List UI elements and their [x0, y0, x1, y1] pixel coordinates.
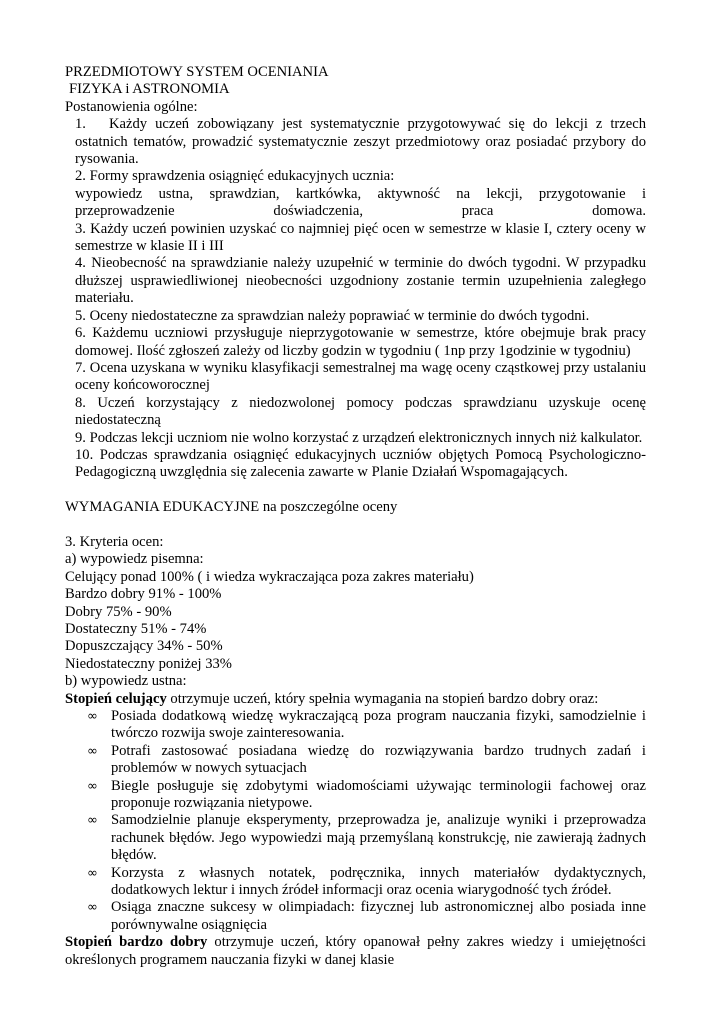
provision-2: 2. Formy sprawdzenia osiągnięć edukacyjnych ucznia:	[75, 168, 395, 185]
grade-dostateczny: Dostateczny 51% - 74%	[65, 620, 207, 637]
provision-5: 5. Oceny niedostateczne za sprawdzian należy poprawiać w terminie do dwóch tygodni.	[75, 307, 590, 324]
provision-1	[65, 116, 646, 168]
provision-8: 8. Uczeń korzystający z niedozwolonej pomocy podczas sprawdzianu uzyskuje ocenę niedostateczną	[75, 394, 646, 429]
bardzo-dobry-text: otrzymuje uczeń, który opanował pełny zakres wiedzy i umiejętności określonych programem nauczania fizyki w danej klasie	[65, 934, 646, 968]
provision-4: 4. Nieobecność na sprawdzianie należy uzupełnić w terminie do dwóch tygodni. W przypadku dłuższej usprawiedliwionej nieobecności uzgodniony zostanie termin uzupełnienia zaległego materiału.	[75, 255, 646, 307]
infinity-bullet-icon: ∞	[87, 709, 98, 724]
list-item: ∞ Korzysta z własnych notatek, podręcznika, innych materiałów dydaktycznych, dodatkowych lektur i innych źródeł informacji oraz ocenia wiarygodność tych źródeł.	[87, 864, 646, 899]
list-item: ∞ Potrafi zastosować posiadana wiedzę do rozwiązywania bardzo trudnych zadań i problemów w nowych sytuacjach	[87, 742, 646, 777]
provision-3: 3. Każdy uczeń powinien uzyskać co najmniej pięć ocen w semestrze w klasie I, cztery oceny w semestrze w klasie II i III	[75, 220, 646, 255]
celujacy-intro	[65, 691, 646, 708]
provision-7: 7. Ocena uzyskana w wyniku klasyfikacji semestralnej ma wagę oceny cząstkowej przy ustalaniu oceny końcoworocznej	[75, 359, 646, 394]
list-item: ∞ Biegle posługuje się zdobytymi wiadomościami używając terminologii fachowej oraz proponuje rozwiązania nietypowe.	[87, 777, 646, 812]
infinity-bullet-icon: ∞	[87, 865, 98, 881]
bardzo-dobry-label: Stopień bardzo dobry	[65, 934, 208, 951]
grade-dobry: Dobry 75% - 90%	[65, 603, 172, 620]
oral-heading: b) wypowiedz ustna:	[65, 673, 187, 690]
celujacy-criteria-list	[65, 708, 646, 934]
grade-dopuszczajacy: Dopuszczający 34% - 50%	[65, 638, 223, 655]
bardzo-dobry-intro	[65, 934, 646, 969]
infinity-bullet-icon: ∞	[87, 813, 98, 829]
written-heading: a) wypowiedz pisemna:	[65, 551, 204, 568]
provision-1-text: Każdy uczeń zobowiązany jest systematycznie przygotowywać się do lekcji z trzech ostatnich tematów, prowadzić systematycznie zeszyt przedmiotowy oraz posiadać przybory do rysowania.	[75, 116, 646, 168]
requirements-heading: WYMAGANIA EDUKACYJNE na poszczególne oceny	[65, 499, 398, 516]
list-item: ∞ Posiada dodatkową wiedzę wykraczającą poza program nauczania fizyki, samodzielnie i twórczo rozwija swoje zainteresowania.	[87, 708, 646, 742]
grade-bardzo-dobry: Bardzo dobry 91% - 100%	[65, 586, 222, 603]
infinity-bullet-icon: ∞	[87, 778, 98, 794]
provision-6: 6. Każdemu uczniowi przysługuje nieprzygotowanie w semestrze, które obejmuje brak pracy domowej. Ilość zgłoszeń zależy od liczby godzin w tygodniu ( 1np przy 1godzinie w tygodniu)	[75, 325, 646, 359]
provision-10: 10. Podczas sprawdzania osiągnięć edukacyjnych uczniów objętych Pomocą Psychologiczno-Pedagogiczną uwzględnia się zalecenia zawarte w Planie Działań Wspomagających.	[75, 446, 646, 481]
grade-celujacy: Celujący ponad 100% ( i wiedza wykraczająca poza zakres materiału)	[65, 568, 474, 585]
general-provisions-heading: Postanowienia ogólne:	[65, 98, 198, 115]
document-subtitle: FIZYKA i ASTRONOMIA	[69, 81, 230, 98]
celujacy-text: otrzymuje uczeń, który spełnia wymagania na stopień bardzo dobry oraz:	[166, 690, 599, 707]
provision-9: 9. Podczas lekcji uczniom nie wolno korzystać z urządzeń elektronicznych innych niż kalkulator.	[75, 429, 643, 446]
provision-2-forms: wypowiedz ustna, sprawdzian, kartkówka, aktywność na lekcji, przygotowanie i przeprowadzenie doświadczenia, praca domowa.	[75, 185, 646, 220]
criteria-heading: 3. Kryteria ocen:	[65, 533, 164, 550]
provision-1-number: 1.	[75, 116, 86, 133]
list-item: ∞ Osiąga znaczne sukcesy w olimpiadach: fizycznej lub astronomicznej albo posiada inne porównywalne osiągnięcia	[87, 899, 646, 933]
document-title: PRZEDMIOTOWY SYSTEM OCENIANIA	[65, 64, 329, 80]
celujacy-label: Stopień celujący	[65, 690, 167, 707]
list-item: ∞ Samodzielnie planuje eksperymenty, przeprowadza je, analizuje wyniki i przeprowadza rachunek błędów. Jego wypowiedzi mają przemyślaną konstrukcję, nie zawierają żadnych błędów.	[87, 812, 646, 864]
infinity-bullet-icon: ∞	[87, 743, 98, 759]
infinity-bullet-icon: ∞	[87, 900, 98, 916]
grade-niedostateczny: Niedostateczny poniżej 33%	[65, 655, 232, 672]
